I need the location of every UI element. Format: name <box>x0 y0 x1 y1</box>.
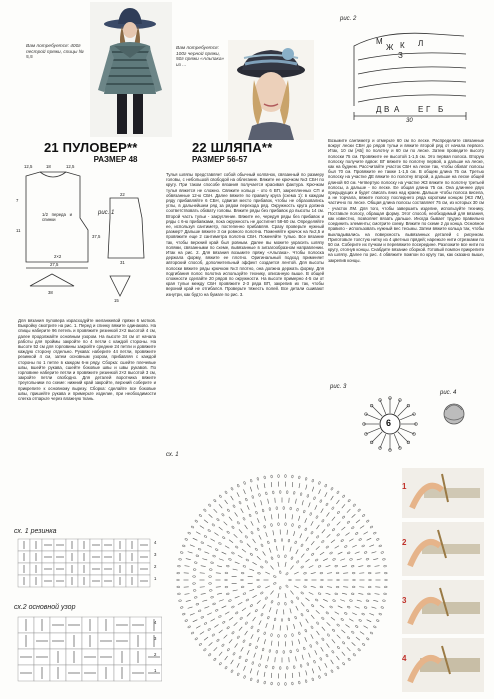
fig3-label: рис. 3 <box>330 384 347 390</box>
dim-9: 7 <box>16 198 19 203</box>
rib-row-2: 2 <box>154 564 157 569</box>
hat-fig2 <box>314 16 484 136</box>
fig3-center-number: 6 <box>386 418 392 428</box>
pullover-materials-text: Вам потребуется: 400г пестрой пряжи, спицы № 5,5 <box>26 44 84 61</box>
fig2-letter: Ж <box>386 43 394 52</box>
crochet-scheme-1 <box>166 452 398 696</box>
dim-2: 18 <box>46 164 51 169</box>
dim-1: 12,5 <box>24 164 33 169</box>
hat-fig3-fig4 <box>330 384 486 458</box>
rib-chart-title: сх. 1 резинка <box>14 528 57 535</box>
pullover-fig-label: рис. 1 <box>98 210 115 216</box>
rib-label: 2×2 <box>54 254 62 259</box>
pullover-materials-note <box>26 44 88 61</box>
pullover-photo <box>90 2 172 137</box>
hat-photo <box>228 40 314 140</box>
step-1-photo <box>402 468 484 518</box>
dim-8: 31 <box>120 260 125 265</box>
pullover-instructions <box>18 318 156 524</box>
dim-13: 15 <box>114 298 119 303</box>
fig2-letter: Г <box>426 105 431 114</box>
fig2-letter: К <box>400 41 405 50</box>
step-4-photo <box>402 638 484 692</box>
hat-heading <box>192 140 272 164</box>
fig2-letter: З <box>398 51 403 60</box>
pullover-title: 21 ПУЛОВЕР** <box>44 140 138 155</box>
hat-materials-text: Вам потребуется: 100г черной пряжи, 50г пряжи «Альпака» из ... <box>176 46 225 68</box>
hat-instructions-col2 <box>328 138 484 384</box>
step-1-number: 1 <box>402 482 407 491</box>
pullover-size: РАЗМЕР 48 <box>93 155 138 164</box>
rib-row-4: 4 <box>154 540 157 545</box>
fig2-letter: Е <box>418 105 424 114</box>
step-3-photo <box>402 580 484 634</box>
dim-10: 11 <box>16 228 21 233</box>
main-row-1: 1 <box>154 668 157 673</box>
fig4-pompom <box>444 404 464 424</box>
dim-12: 38 <box>48 290 53 295</box>
fig2-letter: М <box>376 37 383 46</box>
step-photos <box>396 468 488 694</box>
rib-grid <box>14 535 162 595</box>
dim-7: 22 <box>120 192 125 197</box>
main-grid <box>14 611 162 691</box>
dim-5: 27,5 <box>50 262 59 267</box>
fig2-letter: Д <box>376 105 382 114</box>
fig2-label: рис. 2 <box>340 16 357 22</box>
dim-3: 12,5 <box>66 164 75 169</box>
hat-text-col1: Тулья шляпы представляет собой обычный колпачок, связанный по размеру головы, с небольшой свободой на облегание. Вяжите ее крючком №3 СБН по кругу. При таком способе вязания получается красивая фактура. Крючком тулья вяжется не сложно. Свяжите кольцо - ото 6 ВП, закрепленных СП и обвязанные 12-ю СБН. Далее вяжите по правилу круга (схема 1): в каждом ряду прибавляйте 6 СБН, сдвигая место прибавок, чтобы не образовались углы, в дальнейшем ряд за рядом перехода ряд. Окружность круга должна соответствовать обхвату головы. Вяжите ряды без прибавок до высоты 14 см. Второй часть тульи - закругление. Вяжите ее, чередуя ряды без прибавок и ряды с 6-ю прибавками, пока окружность не достигнет 58-60 см. Определяйте ее, используя сантиметр, постепенно прибавляя. Сразу проверьте нужный размер? Дальше вяжите 3 см ровного полотна. Поменяйте крючок на №2,5 и провяжите еще 2 сантиметра полотна СБН. Поменяйте тулью. Все вязание так, чтобы верхний край был ровным. Далее вы можете украсить шляпу полями, связанными по схеме, вывязанные в зигзагообразном направлении. Итак на рис. 2. Для вязания возьмите пряжу «Альпака». Чтобы полоска держала форму, вяжите ее плотно. Оригинальный подход применяет авторский способ, дополнительный эффект создается лентой. Для высоты полоски вяжите ряды крючком №3 плотно, она должна держать форму. Для подгибания полос полотна используйте технику, описанную выше. В общей сложности сделайте 20 рядов по окружности. На высоте примерно 4-5 см от края тульи между СБН провяжите 2-3 ряда ВП, закрепив их так, чтобы верхний край не отгибался. Проверьте тяжесть полей. Все детали сшивают изнутри, как будто на бумаге по рис. 3. <box>166 172 324 297</box>
step-2-photo <box>402 522 484 576</box>
rib-chart <box>14 528 162 598</box>
pullover-schematic <box>10 158 150 316</box>
fig2-letter: Б <box>438 105 444 114</box>
main-chart <box>14 604 162 694</box>
fig4-label: рис. 4 <box>440 390 457 396</box>
main-row-3: 3 <box>154 636 157 641</box>
hat-instructions-col1 <box>166 172 324 450</box>
scheme1-label: сх. 1 <box>166 452 179 458</box>
fig2-dimension: 30 <box>406 118 413 124</box>
fig2-letter: Л <box>418 39 424 48</box>
rib-row-3: 3 <box>154 552 157 557</box>
hat-materials-note <box>176 46 228 68</box>
step-2-number: 2 <box>402 538 407 547</box>
main-chart-title: сх.2 основной узор <box>14 604 76 611</box>
fig2-letter: А <box>394 105 400 114</box>
fig2-letter: В <box>384 105 390 114</box>
step-4-number: 4 <box>402 654 407 663</box>
hat-title: 22 ШЛЯПА** <box>192 140 273 155</box>
hat-text-col2: Возьмите сантиметр и отмерьте 60 см по леске. Распределите связанные вокруг лески СБН до рядов тульи и вяжите второй ряд от начала первого. Итак, 10 см [АБ] по полотну и 60 см по леске. Затем проведите высоту полоски 75 см. Провяжите ее высотой 1-1,5 см. Это первая полоса. Вторую полоску получите вдвое: ВГ вяжите по полотну первой, а дальше на леске, как на буднем. Рассчитайте участок СБН на леске так, чтобы обхват полосы был 70 см. Провяжите ее также 1-1,5 см. В общем длина 75 см. Третью полоску на участке ДЕ вяжите по полотну второй, а дальше на леске общей длиной 60 см. Четвертую полоску на участке ЖЗ вяжите по полотну третьей полосы, а дальше - по леске. Ее общая длина 75 см. Она длиннее двух предыдущих и будет свисать вниз над краем. Дальше чтобы полоса висела, а не торчала, вяжите полосу последнего ряда коротким концом (ЖЗ ЛМ), частично по леске. Общая длина полосы составляет 75 см, из которых 30 см - участок ЛМ. Для того, чтобы завершить изделие, используйте технику. Поставьте полосу, обращая форму. Этот способ, необходимый для вязания, как известно, позволяет вязать дальше. Иногда бывает трудно правильно соединить элементы; смотрите схему. Вяжите по схеме 2 до конца. Основное правило - использовать нужный вес тесьмы. Затем вяжите кольца так, чтобы выкладывались на поверхность вывязанных деталей с рисунком. Приготовьте толстую нитку из 4 цветных прядей; нарежьте нити отрезками по 50 см. Соберите их пучком и перевяжите посередине. Разложите все нити по кругу, отогнув концы. Снабдите вязание сборкой. Готовый помпон прикрепите на шляпу. Далее по рис. 4 обвяжите помпон по кругу так, как сказано выше, закрепив концы. <box>328 138 484 263</box>
dim-11: 37,5 <box>92 234 101 239</box>
main-row-2: 2 <box>154 652 157 657</box>
pullover-text: Для вязания пуловера израсходуйте меланжевой пряжи 6 мотков. Выкройку смотрите на рис. 1. Перед и спинку вяжите одинаково. На спицы наберите 96 петель и провяжите резинкой 2×2 высотой 4 см, далее продолжайте основным узором. На высоте 34 см от начала работы для проймы закройте по 4 петли с каждой стороны. На высоте 52 см для горловины закройте средние 24 петли и довяжите каждую сторону отдельно. Рукава: наберите 44 петли, провяжите резинкой 4 см, затем основным узором, прибавляя с каждой стороны по 1 петле в каждом 6-м ряду. Сборка: сшейте плечевые швы, вшейте рукава, сшейте боковые швы и швы рукавов. По горловине наберите петли и провяжите резинкой 2×2 высотой 3 см, закройте петли свободно. Для деталей воротника вяжите треугольники по схеме: нижний край закройте, верхний соберите и прикрепите к основному вырезу. Сборка: сделайте все боковые швы, пришейте рукава и примерьте изделие, при необходимости слегка отпарьте через влажную ткань. <box>18 318 156 402</box>
main-row-4: 4 <box>154 620 157 625</box>
dim-6: 1/2 переда и спинки <box>42 212 72 223</box>
hat-size: РАЗМЕР 56-57 <box>192 155 248 164</box>
step-3-number: 3 <box>402 596 407 605</box>
rib-row-1: 1 <box>154 576 157 581</box>
